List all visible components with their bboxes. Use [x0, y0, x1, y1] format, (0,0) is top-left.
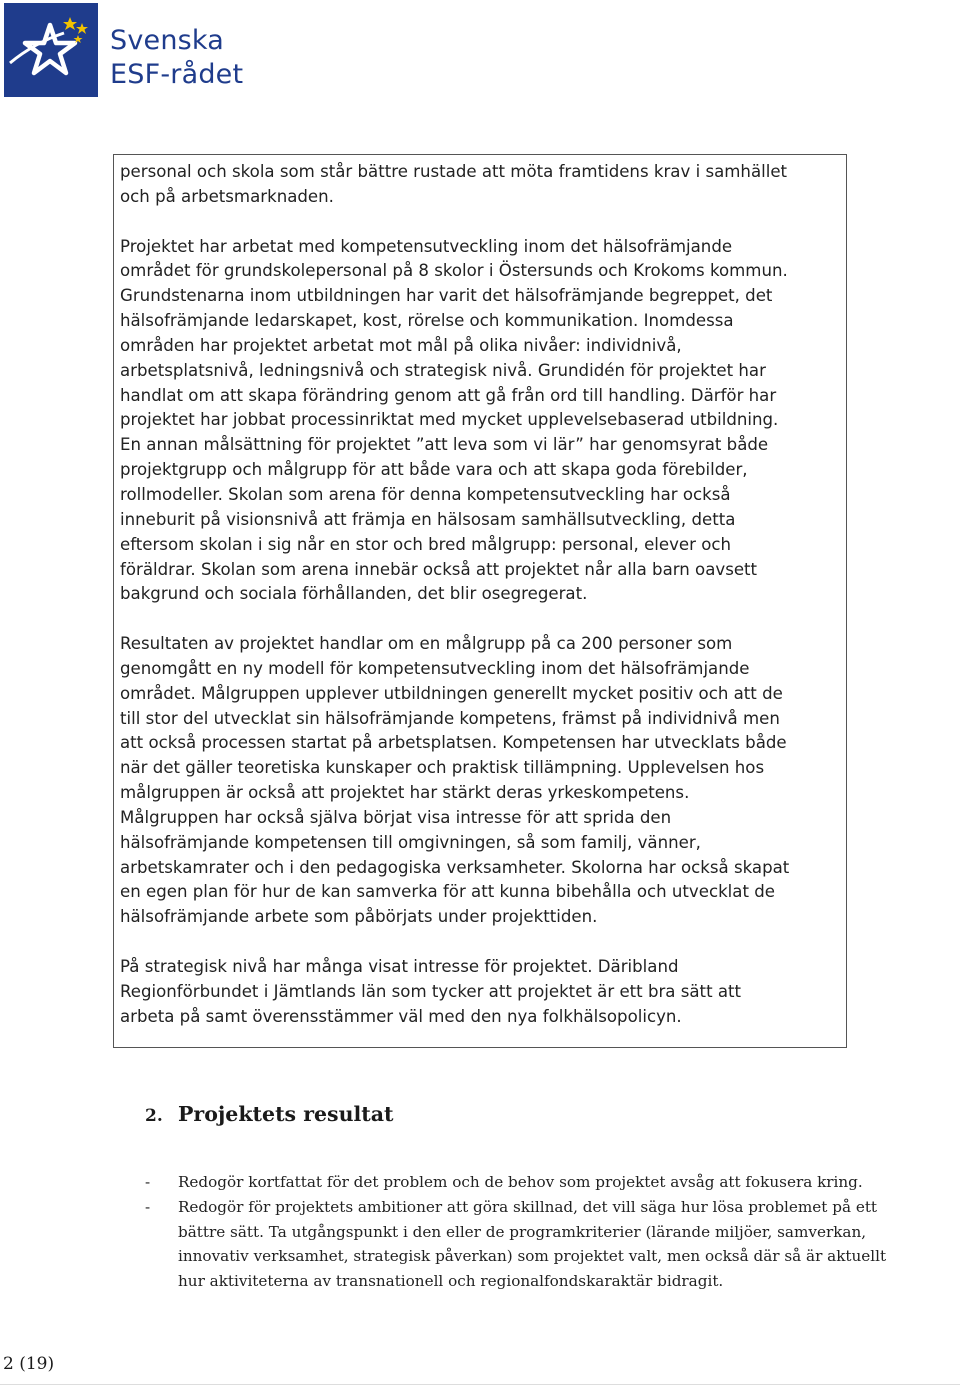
paragraph: Resultaten av projektet handlar om en målgrupp på ca 200 personer som genomgått en ny modell för kompetensutveckling inom det hälsofrämjande området. Målgruppen upplever utbildningen generellt mycket positiv och att de till stor del utvecklat sin hälsofrämjande kompetens, främst på individnivå men att också processen startat på arbetsplatsen. Kompetensen har utvecklats både när det gäller teoretiska kunskaper och praktisk tillämpning. Upplevelsen hos målgruppen är också att projektet har stärkt deras yrkeskompetens. Målgruppen har också själva börjat visa intresse för att sprida den hälsofrämjande kompetensen till omgivningen, så som familj, vänner, arbetskamrater och i den pedagogiska verksamheter. Skolorna har också skapat en egen plan för hur de kan samverka för att kunna bibehålla och utvecklat de hälsofrämjande arbete som påbörjats under projekttiden. — [120, 634, 790, 927]
list-item-text: Redogör kortfattat för det problem och de behov som projektet avsåg att fokusera kring. — [178, 1173, 863, 1191]
paragraph: På strategisk nivå har många visat intresse för projektet. Däribland Regionförbundet i Jämtlands län som tycker att projektet är ett bra sätt att arbeta på samt överensstämmer väl med den nya folkhälsopolicyn. — [120, 957, 742, 1026]
summary-text-box — [113, 154, 847, 1048]
page-number: 2 (19) — [3, 1354, 55, 1374]
paragraph: personal och skola som står bättre rustade att möta framtidens krav i samhället och på arbetsmarknaden. — [120, 162, 788, 206]
list-item — [145, 1195, 886, 1294]
esf-logo — [4, 3, 243, 97]
list-item-text: Redogör för projektets ambitioner att göra skillnad, det vill säga hur lösa problemet på ett bättre sätt. Ta utgångspunkt i den eller de programkriterier (lärande miljöer, samverkan, innovativ verksamhet, strategisk påverkan) som projektet valt, men också där så är aktuellt hur aktiviteterna av transnationell och regionalfondskaraktär bidragit. — [178, 1197, 887, 1291]
logo-line-1: Svenska — [110, 25, 225, 56]
paragraph: Projektet har arbetat med kompetensutveckling inom det hälsofrämjande området för grundskolepersonal på 8 skolor i Östersunds och Krokoms kommun. Grundstenarna inom utbildningen har varit det hälsofrämjande begreppet, det hälsofrämjande ledarskapet, kost, rörelse och kommunikation. Inomdessa områden har projektet arbetat mot mål på olika nivåer: individnivå, arbetsplatsnivå, ledningsnivå och strategisk nivå. Grundidén för projektet har handlat om att skapa förändring genom att gå från ord till handling. Därför har projektet har jobbat processinriktat med mycket upplevelsebaserad utbildning. En annan målsättning för projektet ”att leva som vi lär” har genomsyrat både projektgrupp och målgrupp för att både vara och att skapa goda förebilder, rollmodeller. Skolan som arena för denna kompetensutveckling har också inneburit på visionsnivå att främja en hälsosam samhällsutveckling, detta eftersom skolan i sig når en stor och bred målgrupp: personal, elever och föräldrar. Skolan som arena innebär också att projektet når alla barn oavsett bakgrund och sociala förhållanden, det blir osegregerat. — [120, 236, 788, 604]
logo-line-2: ESF-rådet — [110, 59, 244, 90]
section-heading — [145, 1102, 394, 1126]
footer-divider — [0, 1384, 960, 1385]
instruction-list — [145, 1170, 886, 1294]
logo-wordmark — [110, 24, 243, 92]
list-item — [145, 1170, 886, 1195]
section-title: Projektets resultat — [178, 1102, 394, 1126]
bullet-marker: - — [145, 1197, 151, 1216]
star-logo-icon — [4, 3, 98, 97]
section-number: 2. — [145, 1106, 163, 1126]
star-graphic — [4, 3, 98, 97]
bullet-marker: - — [145, 1173, 151, 1191]
